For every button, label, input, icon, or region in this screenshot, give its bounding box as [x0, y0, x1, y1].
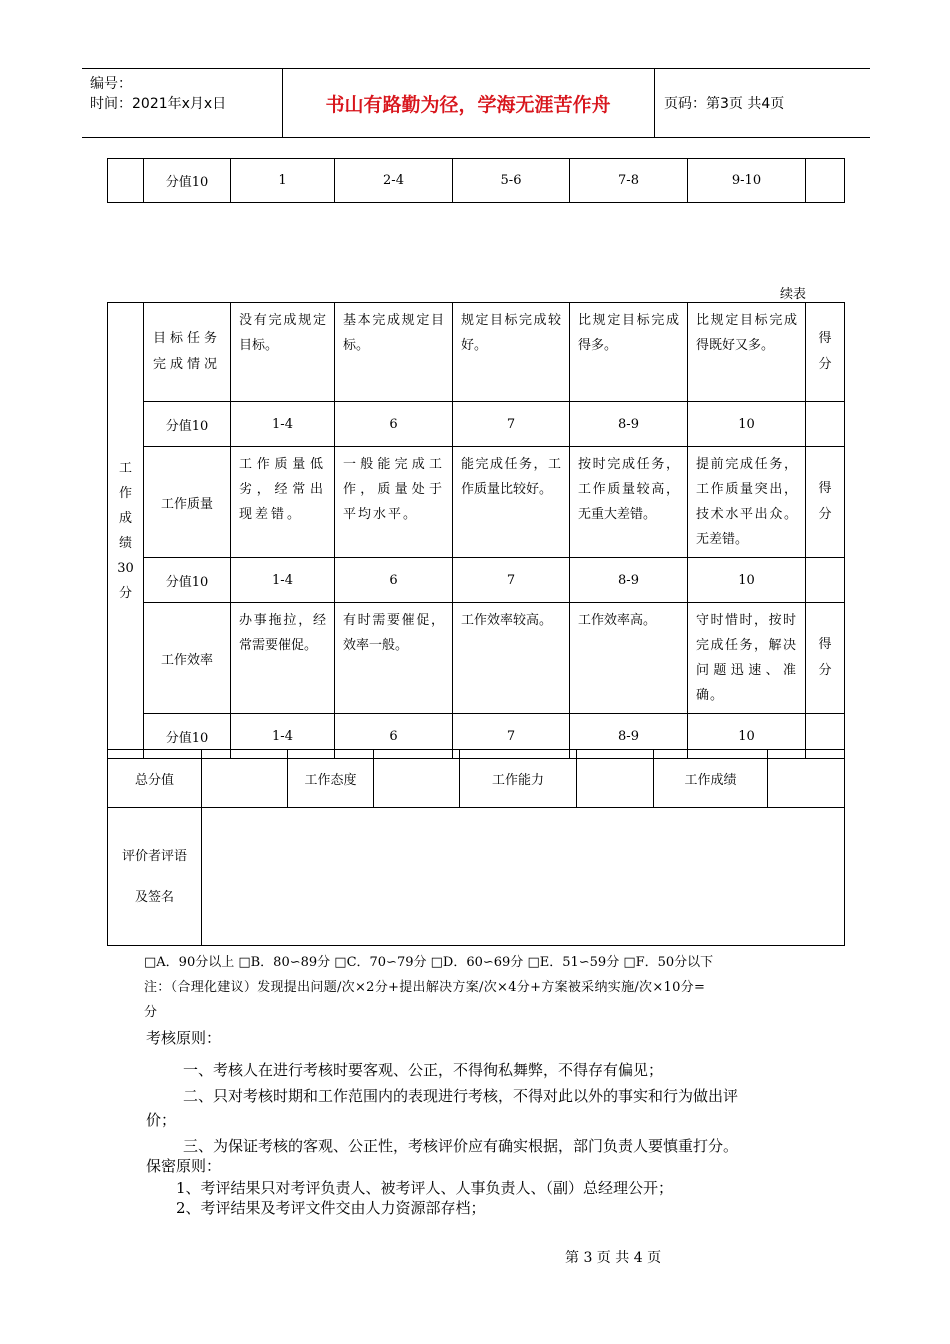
principle-item: 二、只对考核时期和工作范围内的表现进行考核，不得对此以外的事实和行为做出评 — [183, 1087, 739, 1105]
page-number-label: 页码：第3页 共4页 — [664, 96, 785, 112]
score-value: 7-8 — [570, 159, 688, 203]
score-value: 1 — [231, 159, 335, 203]
header-motto: 书山有路勤为径，学海无涯苦作舟 — [282, 69, 655, 137]
level-desc: 办事拖拉，经常需要催促。 — [231, 603, 335, 714]
level-desc: 没有完成规定目标。 — [231, 303, 335, 402]
principle-item: 三、为保证考核的客观、公正性，考核评价应有确实根据，部门负责人要慎重打分。 — [183, 1137, 739, 1155]
total-input[interactable] — [202, 750, 288, 808]
score-value: 1-4 — [231, 558, 335, 603]
section-label: 工 作 成 绩 30 分 — [108, 303, 144, 759]
score-label: 分值10 — [144, 159, 231, 203]
score-input-cell[interactable] — [806, 558, 845, 603]
principles-title: 考核原则： — [146, 1029, 222, 1047]
empty-cell — [108, 159, 144, 203]
score-value: 6 — [335, 714, 453, 759]
criteria-name: 目标任务完成情况 — [144, 303, 231, 402]
evaluation-table — [107, 302, 845, 759]
secrecy-title: 保密原则： — [146, 1157, 222, 1175]
score-label: 分值10 — [144, 402, 231, 447]
header-meta — [82, 69, 283, 137]
score-value: 6 — [335, 558, 453, 603]
score-value: 10 — [688, 402, 806, 447]
top-score-table — [107, 158, 845, 203]
page-header — [82, 68, 870, 138]
score-value: 10 — [688, 714, 806, 759]
comment-area[interactable] — [202, 808, 845, 946]
note-line: 分 — [144, 1005, 158, 1020]
note-line: 注：（合理化建议）发现提出问题/次×2分+提出解决方案/次×4分+方案被采纳实施/次×10分= — [144, 980, 706, 995]
score-value: 8-9 — [570, 714, 688, 759]
score-label: 分值10 — [144, 558, 231, 603]
date-label: 时间：2021年x月x日 — [90, 96, 227, 112]
level-desc: 比规定目标完成得多。 — [570, 303, 688, 402]
performance-input[interactable] — [768, 750, 845, 808]
comment-label: 评价者评语 及签名 — [108, 808, 202, 946]
score-value: 7 — [453, 714, 570, 759]
continued-label: 续表 — [780, 287, 807, 302]
score-column-label: 得分 — [806, 447, 845, 558]
page-footer: 第 3 页 共 4 页 — [565, 1250, 662, 1266]
level-desc: 工作效率较高。 — [453, 603, 570, 714]
score-value: 9-10 — [688, 159, 806, 203]
secrecy-item: 2、考评结果及考评文件交由人力资源部存档； — [176, 1199, 486, 1217]
level-desc: 有时需要催促，效率一般。 — [335, 603, 453, 714]
criteria-name: 工作效率 — [144, 603, 231, 714]
score-value: 6 — [335, 402, 453, 447]
score-value: 2-4 — [335, 159, 453, 203]
score-input-cell[interactable] — [806, 402, 845, 447]
level-desc: 工作效率高。 — [570, 603, 688, 714]
level-desc: 一般能完成工作，质量处于平均水平。 — [335, 447, 453, 558]
criteria-name: 工作质量 — [144, 447, 231, 558]
score-label: 分值10 — [144, 714, 231, 759]
attitude-label: 工作态度 — [288, 750, 374, 808]
score-value: 5-6 — [453, 159, 570, 203]
score-value: 7 — [453, 402, 570, 447]
score-value: 7 — [453, 558, 570, 603]
level-desc: 工作质量低劣，经常出现差错。 — [231, 447, 335, 558]
principle-item: 一、考核人在进行考核时要客观、公正，不得徇私舞弊，不得存有偏见； — [183, 1061, 664, 1079]
score-value: 1-4 — [231, 714, 335, 759]
score-value: 8-9 — [570, 402, 688, 447]
level-desc: 能完成任务，工作质量比较好。 — [453, 447, 570, 558]
summary-table — [107, 749, 845, 946]
secrecy-item: 1、考评结果只对考评负责人、被考评人、人事负责人、（副）总经理公开； — [176, 1179, 674, 1197]
level-desc: 按时完成任务，工作质量较高，无重大差错。 — [570, 447, 688, 558]
code-label: 编号： — [90, 76, 132, 92]
empty-cell — [806, 159, 845, 203]
score-value: 1-4 — [231, 402, 335, 447]
performance-label: 工作成绩 — [654, 750, 768, 808]
level-desc: 提前完成任务，工作质量突出，技术水平出众。无差错。 — [688, 447, 806, 558]
score-value: 10 — [688, 558, 806, 603]
total-label: 总分值 — [108, 750, 202, 808]
level-desc: 比规定目标完成得既好又多。 — [688, 303, 806, 402]
score-column-label: 得分 — [806, 603, 845, 714]
score-column-label: 得分 — [806, 303, 845, 402]
score-value: 8-9 — [570, 558, 688, 603]
level-desc: 守时惜时，按时完成任务，解决问题迅速、准确。 — [688, 603, 806, 714]
grade-options: □A．90分以上 □B．80∽89分 □C．70∽79分 □D．60∽69分 □E．51∽59分 □F．50分以下 — [144, 955, 714, 970]
ability-input[interactable] — [577, 750, 654, 808]
level-desc: 规定目标完成较好。 — [453, 303, 570, 402]
principle-item: 价； — [146, 1111, 177, 1129]
ability-label: 工作能力 — [460, 750, 577, 808]
attitude-input[interactable] — [374, 750, 460, 808]
level-desc: 基本完成规定目标。 — [335, 303, 453, 402]
